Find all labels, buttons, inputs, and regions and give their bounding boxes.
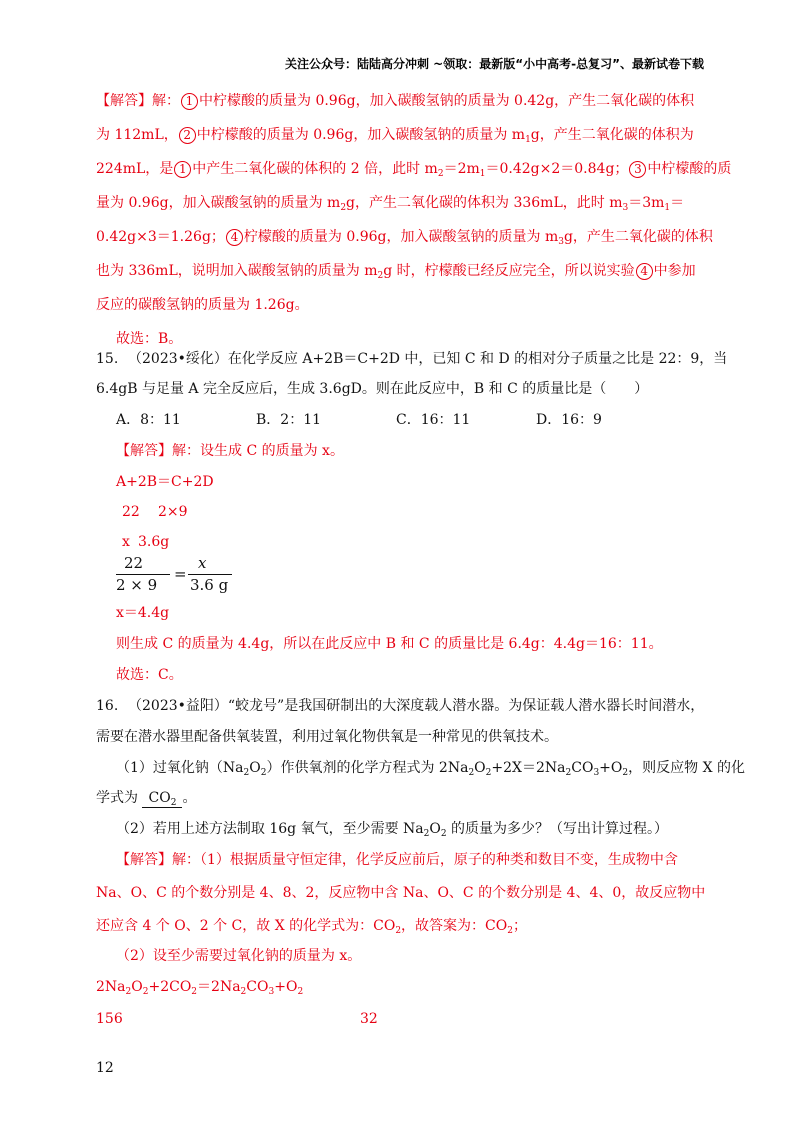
q15-option-d: D．16：9 [536,412,602,428]
circled-number-1: 1 [181,93,198,110]
circled-number-4: 4 [636,263,653,280]
q16-number: 16. [96,698,119,714]
q16-solution-4: （2）设至少需要过氧化钠的质量为 x。 [116,948,362,964]
q15-number: 15. [96,351,119,367]
q15-result: x＝4.4g [116,605,170,621]
q14-line-4: 量为 0.96g，加入碳酸氢钠的质量为 $m_2g$，产生二氧化碳的体积为 336mL，此时 $m_3=3m_1=$ [96,195,685,213]
q15-option-c: C．16：11 [396,412,471,428]
circled-number-4: 4 [226,229,243,246]
q16-equation: $2Na_2O_2+2CO_2=2Na_2CO_3+O_2$ [96,979,304,997]
q16-mass-right: 32 [360,1011,378,1027]
q15-option-b: B．2：11 [256,412,322,428]
fraction-left-bar [116,574,170,575]
q15-stem-2: 6.4gB 与足量 A 完全反应后，生成 3.6gD。则在此反应中，B 和 C 的质量比是（ ） [96,381,649,397]
q14-line-5: 0.42g×3＝1.26g； 4 柠檬酸的质量为 0.96g，加入碳酸氢钠的质量为 $m_3g$，产生二氧化碳的体积 [96,229,713,247]
q16-solution-3: 还应含 4 个 O、2 个 C，故 X 的化学式为：$CO_2$，故答案为：$CO_2$； [96,918,527,936]
q15-equation: A+2B＝C+2D [116,474,214,490]
fraction-right-bar [188,574,232,575]
q16-part2: （2）若用上述方法制取 16g 氧气，至少需要 $Na_2O_2$ 的质量为多少？（写出计算过程。） [116,821,669,839]
fraction-left-denominator: 2 × 9 [116,576,158,594]
q14-conclusion: 故选：B。 [116,331,183,347]
circled-number-2: 2 [179,127,196,144]
circled-number-3: 3 [629,161,646,178]
q14-line-1: 【解答】解： 1 中柠檬酸的质量为 0.96g，加入碳酸氢钠的质量为 0.42g，产生二氧化碳的体积 [96,93,695,109]
q15-value-right: 3.6g [138,534,170,550]
q15-ratio-left: 22 [122,504,140,520]
page-header: 关注公众号：陆陆高分冲刺 ~领取：最新版“小中高考-总复习”、最新试卷下载 [285,57,704,71]
q14-line-2: 为 112mL， 2 中柠檬酸的质量为 0.96g，加入碳酸氢钠的质量为 $m_1g$，产生二氧化碳的体积为 [96,127,694,145]
q14-line-6: 也为 336mL，说明加入碳酸氢钠的质量为 $m_2g$ 时，柠檬酸已经反应完全，所以说实验 4 中参加 [96,263,696,281]
fraction-equals: = [174,565,187,583]
q16-stem-2: 需要在潜水器里配备供氧装置，利用过氧化物供氧是一种常见的供氧技术。 [96,729,558,745]
fraction-right-numerator: x [198,554,207,572]
q16-mass-left: 156 [96,1011,123,1027]
q15-ratio-right: 2×9 [158,504,188,520]
fraction-left-numerator: 22 [124,554,144,572]
q16-solution-1: 【解答】解：（1）根据质量守恒定律，化学反应前后，原子的种类和数目不变，生成物中含 [116,852,678,868]
page-number: 12 [96,1060,114,1076]
q15-value-left: x [122,534,130,550]
answer-tag: 【解答】 [116,852,172,868]
q14-line-7: 反应的碳酸氢钠的质量为 1.26g。 [96,297,309,313]
fraction-right-denominator: 3.6 g [190,576,229,594]
q15-explanation: 则生成 C 的质量为 4.4g，所以在此反应中 B 和 C 的质量比是 6.4g：4.4g＝16：11。 [116,636,663,652]
answer-blank: $CO_2$ [142,789,182,808]
q16-part1-line2: 学式为 $CO_2$ 。 [96,790,197,808]
answer-tag: 【解答】 [116,443,172,459]
q15-conclusion: 故选：C。 [116,667,183,683]
q16-stem-1: （2023•益阳）“蛟龙号”是我国研制出的大深度载人潜水器。为保证载人潜水器长时间潜水， [128,698,705,714]
q16-part1-line1: （1）过氧化钠$(Na_2O_2)$作供氧剂的化学方程式为 $2Na_2O_2+2X=2Na_2CO_3+O_2$，则反应物 X 的化 [116,760,745,778]
answer-tag: 【解答】 [96,93,152,109]
q15-stem-1: （2023•绥化）在化学反应 A+2B＝C+2D 中，已知 C 和 D 的相对分子质量之比是 22：9，当 [128,351,728,367]
q15-option-a: A．8：11 [116,412,181,428]
q16-solution-2: Na、O、C 的个数分别是 4、8、2，反应物中含 Na、O、C 的个数分别是 4、4、0，故反应物中 [96,885,706,901]
circled-number-1: 1 [174,161,191,178]
q15-solution-1: 【解答】解：设生成 C 的质量为 x。 [116,443,344,459]
q14-line-3: 224mL，是 1 中产生二氧化碳的体积的 2 倍，此时 $m_2=2m_1=0.42g\times 2=0.84g$； 3 中柠檬酸的质 [96,161,732,179]
